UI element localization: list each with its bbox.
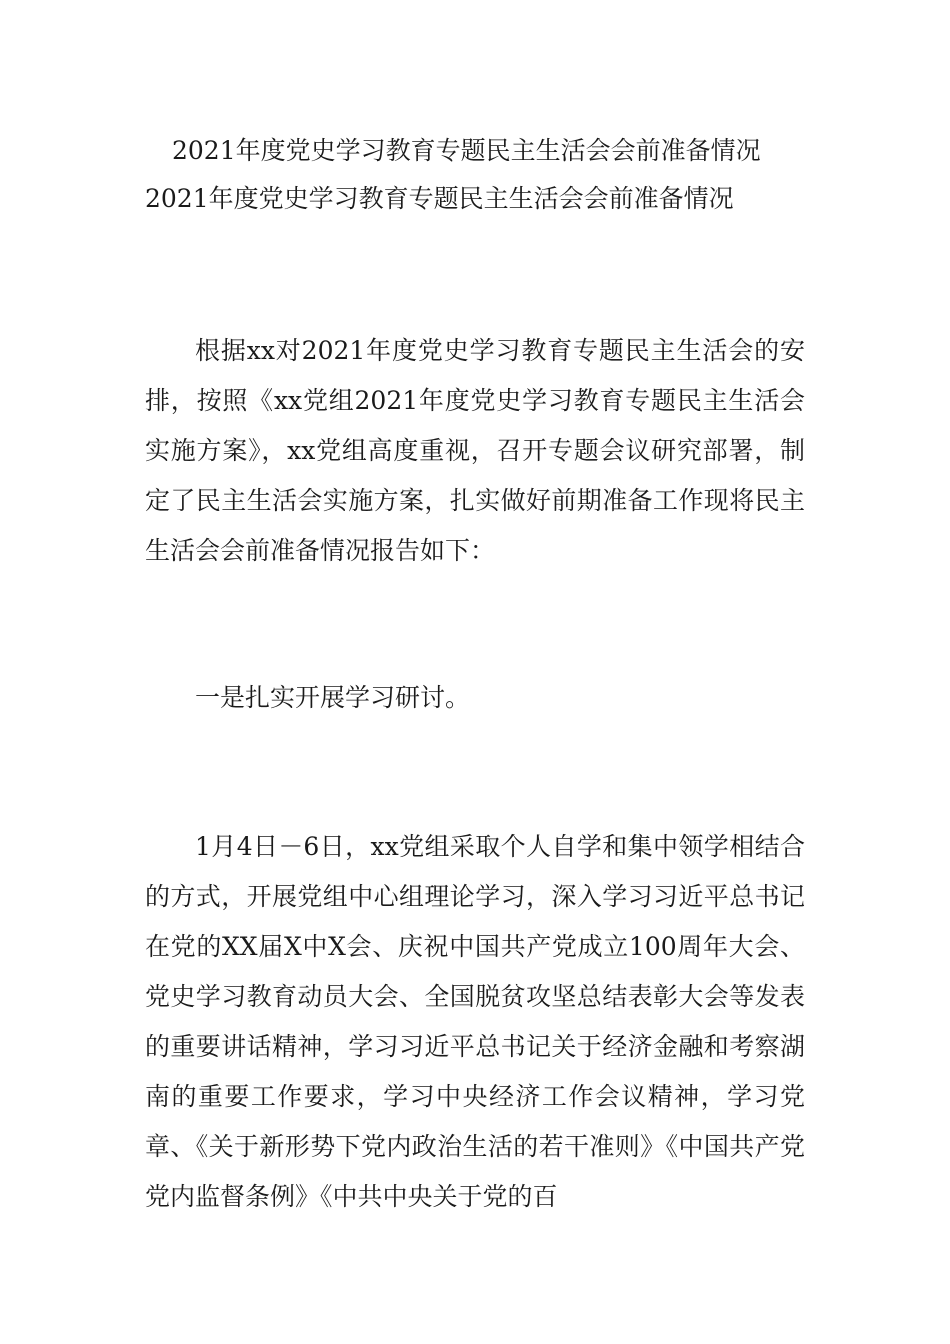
body-paragraph: 1月4日－6日，xx党组采取个人自学和集中领学相结合的方式，开展党组中心组理论学习，深入学习习近平总书记在党的XX届X中X会、庆祝中国共产党成立100周年大会、党史学习教育动员大会、全国脱贫攻坚总结表彰大会等发表的重要讲话精神，学习习近平总书记关于经济金融和考察湖南的重要工作要求，学习中央经济工作会议精神，学习党章、《关于新形势下党内政治生活的若干准则》《中国共产党党内监督条例》《中共中央关于党的百	[145, 832, 805, 1211]
document-title-line-1: 2021年度党史学习教育专题民主生活会会前准备情况	[172, 136, 761, 165]
document-title-line-2: 2021年度党史学习教育专题民主生活会会前准备情况	[145, 184, 734, 213]
intro-paragraph: 根据xx对2021年度党史学习教育专题民主生活会的安排，按照《xx党组2021年度党史学习教育专题民主生活会实施方案》，xx党组高度重视，召开专题会议研究部署，制定了民主生活会实施方案，扎实做好前期准备工作现将民主生活会会前准备情况报告如下：	[145, 336, 805, 565]
section-heading: 一是扎实开展学习研讨。	[195, 683, 471, 712]
